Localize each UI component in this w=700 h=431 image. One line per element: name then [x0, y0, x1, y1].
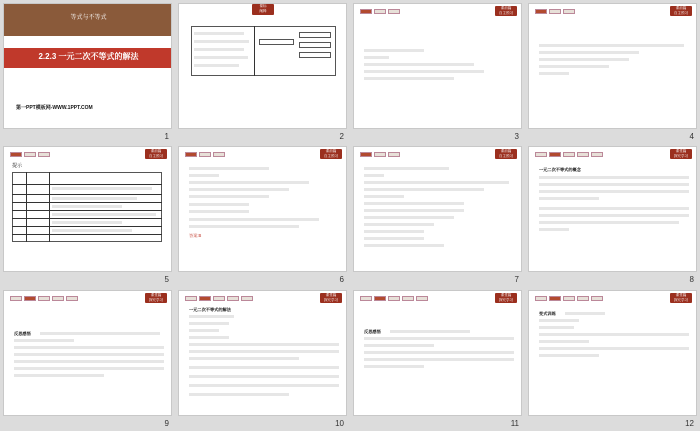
slide-12-tabs	[535, 296, 603, 302]
slide-2-canvas	[178, 3, 347, 129]
slide-9-badge: 课堂篇 探究学习	[145, 293, 167, 303]
slide-1-footer: 第一PPT模板网-WWW.1PPT.COM	[16, 105, 93, 111]
slide-8-badge: 课堂篇 探究学习	[670, 149, 692, 159]
slide-8-canvas	[528, 146, 697, 272]
slide-10-heading: 一元二次不等式的解法	[189, 307, 231, 312]
slide-6-tabs	[185, 152, 225, 158]
slide-10-badge: 课堂篇 探究学习	[320, 293, 342, 303]
slide-7-tabs	[360, 152, 400, 158]
slide-11-badge: 课堂篇 探究学习	[495, 293, 517, 303]
slide-number: 6	[339, 275, 344, 284]
slide-12-canvas	[528, 290, 697, 416]
slide-10-tabs	[185, 296, 253, 302]
slide-thumbnail-1[interactable]	[0, 0, 175, 143]
slide-thumbnail-11[interactable]	[350, 287, 525, 430]
slide-thumbnail-10[interactable]	[175, 287, 350, 430]
slide-6-answer: 答案:B	[189, 233, 202, 238]
slide-4-canvas	[528, 3, 697, 129]
slide-number: 7	[514, 275, 519, 284]
slide-6-badge: 课前篇 自主预习	[320, 149, 342, 159]
slide-11-canvas	[353, 290, 522, 416]
slide-number: 8	[689, 275, 694, 284]
slide-4-badge: 课前篇 自主预习	[670, 6, 692, 16]
slide-number: 11	[510, 419, 519, 428]
slide-1-canvas	[3, 3, 172, 129]
slide-thumbnail-3[interactable]	[350, 0, 525, 143]
slide-9-heading: 反思感悟	[14, 331, 31, 336]
slide-1-header: 等式与不等式	[70, 15, 107, 21]
slide-number: 3	[514, 132, 519, 141]
slide-3-badge: 课前篇 自主预习	[495, 6, 517, 16]
slide-9-tabs	[10, 296, 78, 302]
slide-thumbnail-5[interactable]	[0, 143, 175, 286]
slide-5-canvas	[3, 146, 172, 272]
slide-number: 2	[339, 132, 344, 141]
slide-12-badge: 课堂篇 探究学习	[670, 293, 692, 303]
slide-thumbnail-7[interactable]	[350, 143, 525, 286]
slide-thumbnail-12[interactable]	[525, 287, 700, 430]
slide-7-badge: 课前篇 自主预习	[495, 149, 517, 159]
slide-thumbnail-9[interactable]	[0, 287, 175, 430]
slide-5-hint: 提示	[12, 163, 23, 169]
slide-number: 10	[335, 419, 344, 428]
slide-number: 9	[164, 419, 169, 428]
slide-8-heading: 一元二次不等式的概念	[539, 167, 581, 172]
slide-number: 5	[164, 275, 169, 284]
slide-1-title: 2.2.3 一元二次不等式的解法	[38, 52, 139, 61]
slide-5-tabs	[10, 152, 50, 158]
slide-3-canvas	[353, 3, 522, 129]
slide-thumbnail-6[interactable]	[175, 143, 350, 286]
slide-12-heading: 变式训练	[539, 311, 556, 316]
slide-number: 4	[689, 132, 694, 141]
slide-10-canvas	[178, 290, 347, 416]
slide-7-canvas	[353, 146, 522, 272]
slide-11-tabs	[360, 296, 428, 302]
slide-thumbnail-8[interactable]	[525, 143, 700, 286]
slide-3-tabs	[360, 9, 400, 15]
slide-2-badge: 课标 阐释	[252, 4, 274, 15]
slide-thumbnail-4[interactable]	[525, 0, 700, 143]
slide-number: 1	[164, 132, 169, 141]
slide-number: 12	[685, 419, 694, 428]
slide-6-canvas	[178, 146, 347, 272]
slide-8-tabs	[535, 152, 603, 158]
slide-thumbnail-2[interactable]	[175, 0, 350, 143]
slide-5-badge: 课前篇 自主预习	[145, 149, 167, 159]
slide-9-canvas	[3, 290, 172, 416]
slide-11-heading: 反思感悟	[364, 329, 381, 334]
slide-4-tabs	[535, 9, 575, 15]
